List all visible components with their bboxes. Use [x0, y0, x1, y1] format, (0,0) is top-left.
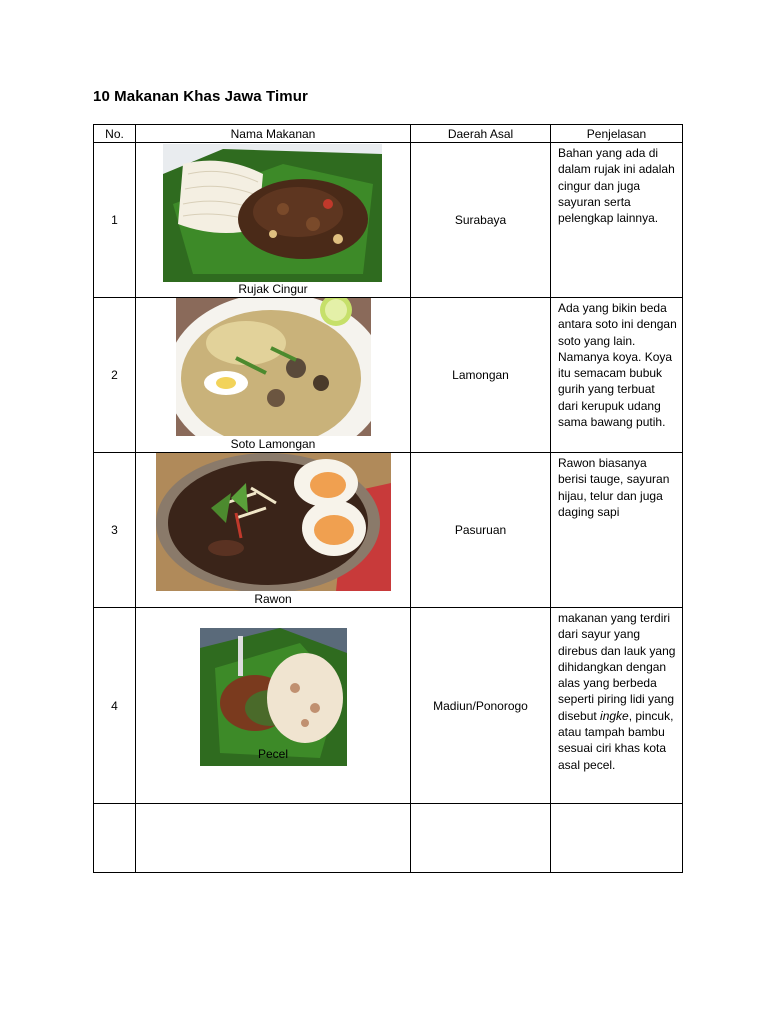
- description-cell: [551, 608, 683, 804]
- row-number: 4: [94, 608, 136, 804]
- food-table: [93, 124, 683, 873]
- description-cell: Ada yang bikin beda antara soto ini dengan soto yang lain. Namanya koya. Koya itu semacam bubuk gurih yang terbuat dari kerupuk udang sama bawang putih.: [551, 298, 683, 453]
- rawon-photo: [156, 453, 391, 591]
- description-cell: Bahan yang ada di dalam rujak ini adalah cingur dan juga sayuran serta pelengkap lainnya.: [551, 143, 683, 298]
- description-italic-term: ingke: [600, 708, 629, 723]
- table-row: [94, 804, 683, 873]
- food-name: Pecel: [257, 747, 289, 761]
- document-title: 10 Makanan Khas Jawa Timur: [93, 88, 308, 105]
- header-name: Nama Makanan: [136, 125, 411, 143]
- soto-lamongan-photo: [176, 298, 371, 436]
- table-row: [94, 298, 683, 453]
- region-cell: [411, 804, 551, 873]
- row-number: [94, 804, 136, 873]
- description-text-end: , pincuk, atau tampah bambu sesuai ciri khas kota asal pecel.: [558, 708, 674, 772]
- food-name-cell: [136, 143, 411, 298]
- row-number: 3: [94, 453, 136, 608]
- table-header-row: [94, 125, 683, 143]
- region-cell: Surabaya: [411, 143, 551, 298]
- region-cell: Pasuruan: [411, 453, 551, 608]
- food-name-cell: [136, 298, 411, 453]
- header-description: Penjelasan: [551, 125, 683, 143]
- region-cell: Madiun/Ponorogo: [411, 608, 551, 804]
- table-row: [94, 608, 683, 804]
- food-name: Rawon: [254, 592, 292, 606]
- food-name-cell: [136, 453, 411, 608]
- row-number: 2: [94, 298, 136, 453]
- food-name: Rujak Cingur: [238, 282, 308, 296]
- region-cell: Lamongan: [411, 298, 551, 453]
- food-name-cell: [136, 804, 411, 873]
- food-name-cell: [136, 608, 411, 804]
- header-no: No.: [94, 125, 136, 143]
- header-region: Daerah Asal: [411, 125, 551, 143]
- row-number: 1: [94, 143, 136, 298]
- description-cell: [551, 804, 683, 873]
- table-row: [94, 143, 683, 298]
- rujak-cingur-photo: [163, 144, 382, 282]
- description-text: makanan yang terdiri dari sayur yang direbus dan lauk yang dihidangkan dengan alas yang berbeda seperti piring lidi yang disebut: [558, 611, 676, 723]
- description-cell: Rawon biasanya berisi tauge, sayuran hijau, telur dan juga daging sapi: [551, 453, 683, 608]
- table-row: [94, 453, 683, 608]
- pecel-photo: [200, 628, 347, 766]
- food-name: Soto Lamongan: [230, 437, 316, 451]
